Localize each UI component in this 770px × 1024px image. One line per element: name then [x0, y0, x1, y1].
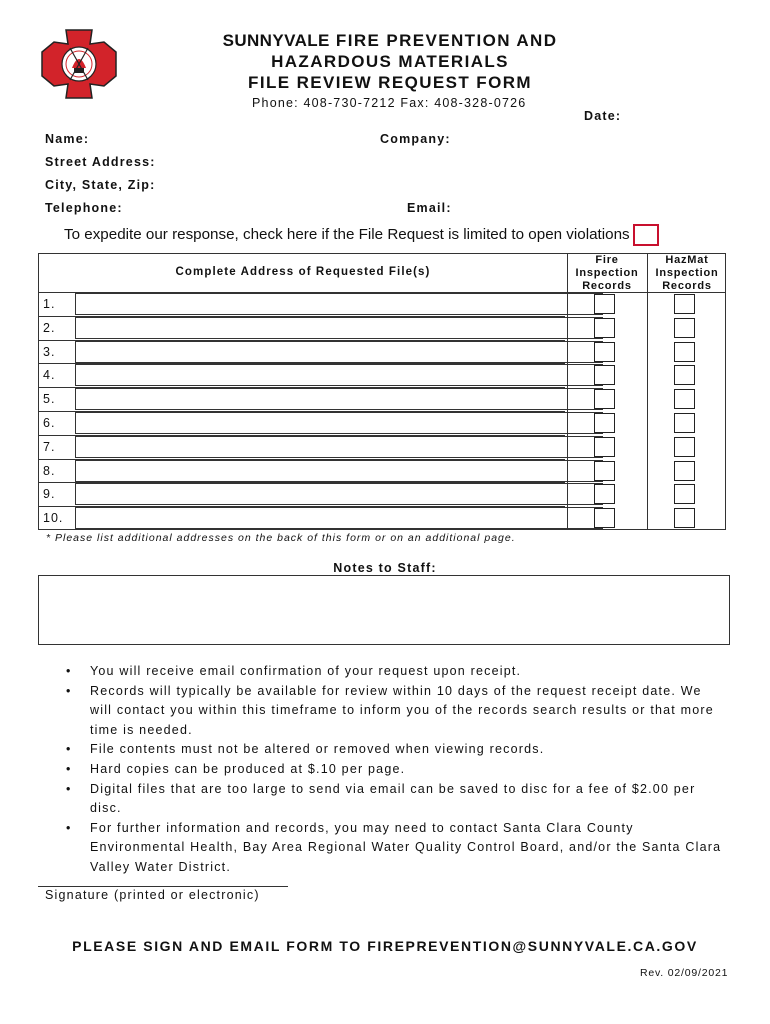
bullet-dot-icon: •: [66, 683, 72, 698]
city-state-zip-label: City, State, Zip:: [45, 178, 156, 192]
expedite-text: To expedite our response, check here if the File Request is limited to open violations: [64, 226, 630, 243]
bullet-text: File contents must not be altered or removed when viewing records.: [90, 742, 545, 757]
row-number: 2.: [43, 320, 56, 335]
fire-records-checkbox-10[interactable]: [594, 508, 615, 528]
footnote: * Please list additional addresses on the back of this form or on an additional page.: [46, 532, 516, 544]
hazmat-records-checkbox-9[interactable]: [674, 484, 695, 504]
street-address-label: Street Address:: [45, 155, 156, 169]
hazmat-records-checkbox-5[interactable]: [674, 389, 695, 409]
hazmat-records-checkbox-6[interactable]: [674, 413, 695, 433]
open-violations-checkbox[interactable]: [633, 224, 659, 246]
fire-records-checkbox-4[interactable]: [594, 365, 615, 385]
row-number: 6.: [43, 416, 56, 430]
fire-records-checkbox-5[interactable]: [594, 389, 615, 409]
row-number: 5.: [43, 392, 56, 407]
address-input-5[interactable]: [75, 388, 603, 410]
name-label: Name:: [45, 132, 90, 146]
bullet-dot-icon: •: [66, 742, 72, 757]
bullet-dot-icon: •: [66, 820, 72, 835]
contact-info: Phone: 408-730-7212 Fax: 408-328-0726: [252, 96, 527, 110]
hazmat-records-checkbox-10[interactable]: [674, 508, 695, 528]
bullet-text: Records will typically be available for review within 10 days of the request receipt date. We will contact you within this timeframe to inform you of the records search results or that more time is needed.: [90, 683, 714, 737]
info-bullet: [66, 662, 728, 682]
info-bullet: [66, 780, 728, 819]
address-input-3[interactable]: [75, 341, 603, 363]
row-number: 4.: [43, 368, 56, 383]
requested-files-table: [38, 253, 726, 530]
telephone-label: Telephone:: [45, 201, 123, 215]
row-number: 1.: [43, 297, 56, 311]
info-bullet: [66, 682, 728, 741]
address-input-9[interactable]: [75, 483, 603, 505]
company-label: Company:: [380, 132, 451, 146]
title-line-1: FIRE PREVENTION AND: [335, 31, 558, 50]
notes-to-staff-box[interactable]: [38, 575, 730, 645]
hazmat-records-checkbox-1[interactable]: [674, 294, 695, 314]
title-line-2: HAZARDOUS MATERIALS: [271, 52, 509, 71]
bullet-text: Digital files that are too large to send via email can be saved to disc for a fee of $2.00 per disc.: [90, 781, 696, 816]
fire-department-emblem: [40, 28, 118, 100]
title-brand: SUNNYVALE: [222, 31, 330, 50]
email-instruction: PLEASE SIGN AND EMAIL FORM TO FIREPREVENTION@SUNNYVALE.CA.GOV: [72, 938, 698, 954]
fire-records-checkbox-8[interactable]: [594, 461, 615, 481]
hazmat-records-checkbox-4[interactable]: [674, 365, 695, 385]
fire-records-checkbox-2[interactable]: [594, 318, 615, 338]
fire-column-header: Fire Inspection Records: [575, 254, 639, 292]
bullet-text: You will receive email confirmation of your request upon receipt.: [90, 664, 522, 678]
fire-records-checkbox-9[interactable]: [594, 484, 615, 504]
info-bullet: [66, 760, 728, 780]
address-input-7[interactable]: [75, 436, 603, 458]
signature-label: Signature (printed or electronic): [45, 888, 260, 902]
address-input-1[interactable]: [75, 293, 603, 315]
row-number: 7.: [43, 439, 56, 454]
date-label: Date:: [584, 109, 622, 123]
bullet-text: Hard copies can be produced at $.10 per page.: [90, 761, 406, 776]
row-number: 9.: [43, 487, 56, 502]
hazmat-records-checkbox-7[interactable]: [674, 437, 695, 457]
row-number: 8.: [43, 463, 56, 478]
hazmat-records-checkbox-8[interactable]: [674, 461, 695, 481]
fire-records-checkbox-6[interactable]: [594, 413, 615, 433]
address-input-2[interactable]: [75, 317, 603, 339]
email-label: Email:: [407, 201, 452, 215]
fire-records-checkbox-1[interactable]: [594, 294, 615, 314]
revision-date: Rev. 02/09/2021: [640, 967, 729, 979]
bullet-text: For further information and records, you may need to contact Santa Clara County Environmental Health, Bay Area Regional Water Quality Control Board, and/or the Santa Clara Valley Water District.: [90, 820, 722, 874]
bullet-dot-icon: •: [66, 761, 72, 776]
info-bullet: [66, 740, 728, 760]
address-input-8[interactable]: [75, 460, 603, 482]
info-bullet: [66, 819, 728, 878]
signature-line[interactable]: [38, 886, 288, 887]
info-bullet-list: [66, 662, 728, 878]
row-number: 10.: [43, 511, 64, 526]
address-column-header: Complete Address of Requested File(s): [175, 266, 431, 278]
notes-label: Notes to Staff:: [333, 561, 437, 575]
fire-records-checkbox-3[interactable]: [594, 342, 615, 362]
title-line-3: FILE REVIEW REQUEST FORM: [248, 73, 532, 92]
address-input-10[interactable]: [75, 507, 603, 529]
row-number: 3.: [43, 344, 56, 359]
bullet-dot-icon: •: [66, 664, 72, 678]
bullet-dot-icon: •: [66, 781, 72, 796]
hazmat-column-header: HazMat Inspection Records: [655, 254, 719, 292]
fire-records-checkbox-7[interactable]: [594, 437, 615, 457]
hazmat-records-checkbox-2[interactable]: [674, 318, 695, 338]
hazmat-records-checkbox-3[interactable]: [674, 342, 695, 362]
form-title: [160, 30, 620, 93]
address-input-4[interactable]: [75, 364, 603, 386]
address-input-6[interactable]: [75, 412, 603, 434]
